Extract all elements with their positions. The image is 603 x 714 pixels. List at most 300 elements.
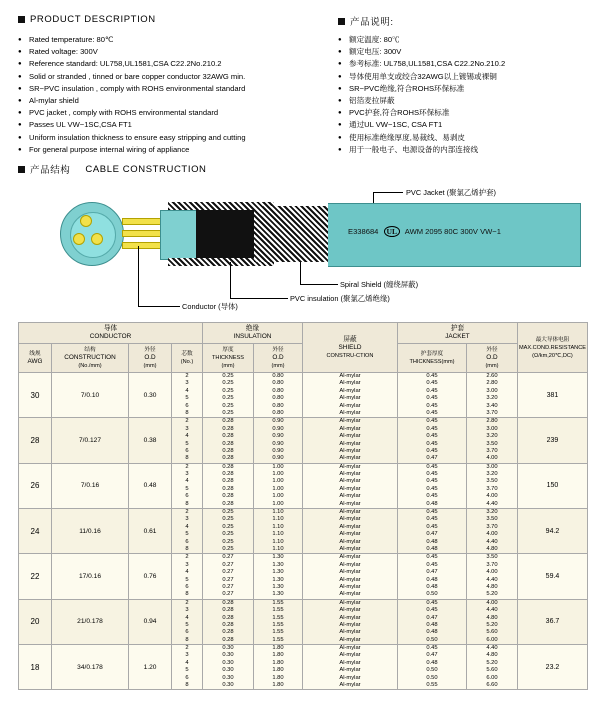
cell-shield-value: Al-mylar bbox=[339, 493, 361, 500]
col-construction bbox=[52, 344, 129, 373]
cell-insulation-od-value: 1.10 bbox=[272, 509, 284, 516]
cell-insulation-thickness-value: 0.25 bbox=[222, 509, 234, 516]
cell-insulation-od-value: 1.55 bbox=[272, 621, 284, 628]
cell-insulation-od-value: 1.55 bbox=[272, 599, 284, 606]
cell-insulation-thickness-value: 0.27 bbox=[222, 569, 234, 576]
cell-shield-value: Al-mylar bbox=[339, 440, 361, 447]
group-jacket-cn: 护套 bbox=[450, 325, 465, 332]
cell-resistance: 59.4 bbox=[517, 554, 587, 599]
cell-shield-value: Al-mylar bbox=[339, 433, 361, 440]
cell-insulation-od-value: 1.00 bbox=[272, 493, 284, 500]
cell-insulation-od-value: 1.10 bbox=[272, 523, 284, 530]
cell-jacket-thickness-value: 0.48 bbox=[426, 629, 438, 636]
col-cores-cn: 芯数 bbox=[181, 351, 193, 357]
cell-resistance: 94.2 bbox=[517, 509, 587, 554]
list-item: ● 参考标准: UL758,UL1581,CSA C22.2No.210.2 bbox=[338, 59, 588, 69]
jacket-print-text bbox=[348, 227, 501, 236]
cell-jacket-thickness-value: 0.45 bbox=[426, 485, 438, 492]
cell-shield-value: Al-mylar bbox=[339, 636, 361, 643]
cell-resistance: 150 bbox=[517, 463, 587, 508]
col-ins-thk-unit: (mm) bbox=[221, 363, 235, 369]
section-title-en: PRODUCT DESCRIPTION bbox=[30, 14, 156, 25]
list-item: ● For general purpose internal wiring of appliance bbox=[18, 145, 338, 155]
cell-cores-value: 6 bbox=[185, 447, 189, 454]
cell-insulation-thickness-value: 0.25 bbox=[222, 523, 234, 530]
cell-jacket-thickness-value: 0.45 bbox=[426, 425, 438, 432]
table-group-header-row bbox=[19, 323, 588, 344]
cell-insulation-thickness-value: 0.27 bbox=[222, 561, 234, 568]
label-pvc-insulation: PVC insulation (聚氯乙烯绝缘) bbox=[290, 294, 390, 303]
list-item: ● 额定电压: 300V bbox=[338, 47, 588, 57]
cell-jacket-od-value: 4.80 bbox=[486, 652, 498, 659]
cell-shield-value: Al-mylar bbox=[339, 516, 361, 523]
cell-awg: 24 bbox=[19, 509, 52, 554]
cell-jacket-thickness-value: 0.45 bbox=[426, 373, 438, 379]
cell-insulation-od-value: 1.00 bbox=[272, 463, 284, 470]
table-row bbox=[19, 418, 588, 463]
col-awg-en: AWG bbox=[27, 358, 43, 365]
cell-insulation-thickness-value: 0.28 bbox=[222, 440, 234, 447]
section-title-structure-en: CABLE CONSTRUCTION bbox=[85, 163, 207, 175]
cell-insulation-thickness-value: 0.28 bbox=[222, 425, 234, 432]
cell-insulation-thickness-value: 0.28 bbox=[222, 471, 234, 478]
conductor-wire-dot bbox=[73, 233, 85, 245]
print-spec: AWM 2095 80C 300V VW−1 bbox=[404, 227, 501, 236]
cell-jacket-od-value: 4.00 bbox=[486, 455, 498, 462]
cell-shield bbox=[303, 418, 398, 463]
cell-insulation-od bbox=[254, 509, 303, 554]
cell-jacket-thickness-value: 0.48 bbox=[426, 659, 438, 666]
cell-cores-value: 3 bbox=[185, 561, 189, 568]
description-cn-list-wrap bbox=[338, 35, 588, 157]
cell-jacket-thickness-value: 0.45 bbox=[426, 554, 438, 561]
col-ins-thk bbox=[203, 344, 254, 373]
col-ins-thk-cn: 厚度 bbox=[222, 347, 234, 353]
list-item: ● Rated voltage: 300V bbox=[18, 47, 338, 57]
cell-shield-value: Al-mylar bbox=[339, 659, 361, 666]
cell-jacket-thickness-value: 0.55 bbox=[426, 682, 438, 689]
cell-cores-value: 8 bbox=[185, 409, 189, 416]
cell-cores-value: 8 bbox=[185, 591, 189, 598]
cell-jacket-od-value: 4.40 bbox=[486, 607, 498, 614]
cell-jacket-thickness-value: 0.45 bbox=[426, 645, 438, 652]
cell-jacket-thickness-value: 0.48 bbox=[426, 576, 438, 583]
insulation-callout-stem bbox=[230, 262, 231, 298]
cell-jacket-od-value: 3.00 bbox=[486, 387, 498, 394]
cell-jacket-od-value: 4.40 bbox=[486, 538, 498, 545]
cell-insulation-od-value: 0.80 bbox=[272, 409, 284, 416]
conductor-wire-dot bbox=[91, 233, 103, 245]
cell-insulation-od-value: 0.90 bbox=[272, 433, 284, 440]
cell-insulation-thickness-value: 0.28 bbox=[222, 629, 234, 636]
cell-jacket-thickness bbox=[397, 645, 466, 690]
cell-insulation-od-value: 1.30 bbox=[272, 591, 284, 598]
cell-jacket-thickness bbox=[397, 509, 466, 554]
jacket-callout-line bbox=[373, 192, 403, 193]
insulation-callout-line bbox=[230, 298, 288, 299]
col-construction-en: CONSTRUCTION bbox=[64, 354, 116, 361]
description-cn-list bbox=[338, 35, 588, 155]
table-row bbox=[19, 463, 588, 508]
cell-cores-value: 3 bbox=[185, 516, 189, 523]
cell-insulation-thickness-value: 0.25 bbox=[222, 516, 234, 523]
cell-insulation-od-value: 1.55 bbox=[272, 614, 284, 621]
cell-construction: 7/0.10 bbox=[52, 373, 129, 418]
cell-construction: 34/0.178 bbox=[52, 645, 129, 690]
cell-cores-value: 5 bbox=[185, 440, 189, 447]
cell-cores-value: 8 bbox=[185, 500, 189, 507]
cell-jacket-thickness-value: 0.48 bbox=[426, 538, 438, 545]
cell-shield bbox=[303, 463, 398, 508]
cell-shield-value: Al-mylar bbox=[339, 373, 361, 379]
cell-jacket-thickness-value: 0.47 bbox=[426, 455, 438, 462]
cell-shield-value: Al-mylar bbox=[339, 667, 361, 674]
cell-cores-value: 3 bbox=[185, 652, 189, 659]
cell-jacket-thickness-value: 0.47 bbox=[426, 652, 438, 659]
list-item: ● 额定温度: 80℃ bbox=[338, 35, 588, 45]
cell-insulation-thickness bbox=[203, 554, 254, 599]
cell-jacket-od-value: 2.80 bbox=[486, 418, 498, 425]
cell-jacket-thickness-value: 0.48 bbox=[426, 583, 438, 590]
specification-table bbox=[18, 322, 588, 690]
description-en-list bbox=[18, 35, 338, 155]
col-ins-od bbox=[254, 344, 303, 373]
ul-logo-icon: UL bbox=[384, 226, 401, 237]
cell-construction: 17/0.16 bbox=[52, 554, 129, 599]
table-row bbox=[19, 373, 588, 418]
cell-insulation-thickness-value: 0.25 bbox=[222, 373, 234, 379]
cell-jacket-od-value: 3.20 bbox=[486, 509, 498, 516]
cell-insulation-thickness-value: 0.25 bbox=[222, 409, 234, 416]
resistance-cn: 最大导体电阻 bbox=[535, 336, 570, 343]
cell-jacket-od bbox=[466, 418, 517, 463]
label-pvc-jacket: PVC Jacket (聚氯乙烯护套) bbox=[406, 188, 496, 197]
cell-jacket-od-value: 2.60 bbox=[486, 373, 498, 379]
cell-jacket-thickness-value: 0.45 bbox=[426, 493, 438, 500]
cell-jacket-thickness-value: 0.45 bbox=[426, 440, 438, 447]
cell-awg: 20 bbox=[19, 599, 52, 644]
cell-jacket-thickness-value: 0.50 bbox=[426, 667, 438, 674]
cell-jacket-thickness-value: 0.45 bbox=[426, 433, 438, 440]
group-jacket-en: JACKET bbox=[445, 333, 470, 340]
cell-jacket-od-value: 4.00 bbox=[486, 569, 498, 576]
cell-jacket-thickness bbox=[397, 373, 466, 418]
cell-cores-value: 4 bbox=[185, 659, 189, 666]
group-shield-en: SHIELD bbox=[338, 343, 362, 351]
cell-insulation-thickness-value: 0.28 bbox=[222, 614, 234, 621]
cell-jacket-thickness bbox=[397, 599, 466, 644]
cell-insulation-thickness-value: 0.28 bbox=[222, 485, 234, 492]
cell-jacket-od-value: 3.70 bbox=[486, 447, 498, 454]
cell-insulation-od bbox=[254, 645, 303, 690]
shield-sub-en: CONSTRU-CTION bbox=[326, 352, 374, 359]
cell-jacket-od-value: 3.50 bbox=[486, 516, 498, 523]
cell-jacket-od bbox=[466, 645, 517, 690]
cell-cores-value: 6 bbox=[185, 674, 189, 681]
list-item: ● Al-mylar shield bbox=[18, 96, 338, 106]
cell-jacket-thickness-value: 0.50 bbox=[426, 591, 438, 598]
cell-insulation-od-value: 1.30 bbox=[272, 569, 284, 576]
cell-jacket-thickness-value: 0.45 bbox=[426, 409, 438, 416]
col-construction-unit: (No./mm) bbox=[78, 363, 102, 369]
cell-jacket-od-value: 6.00 bbox=[486, 674, 498, 681]
cell-shield-value: Al-mylar bbox=[339, 387, 361, 394]
cell-cores bbox=[172, 463, 203, 508]
cell-cores bbox=[172, 509, 203, 554]
cell-jacket-od bbox=[466, 509, 517, 554]
list-item: ● Passes UL VW−1SC,CSA FT1 bbox=[18, 120, 338, 130]
cell-shield-value: Al-mylar bbox=[339, 531, 361, 538]
cell-insulation-thickness-value: 0.25 bbox=[222, 395, 234, 402]
cell-insulation-thickness-value: 0.30 bbox=[222, 667, 234, 674]
group-conductor-cn: 导体 bbox=[103, 325, 118, 332]
cell-cores-value: 6 bbox=[185, 493, 189, 500]
cable-cross-section bbox=[60, 202, 124, 266]
cell-shield-value: Al-mylar bbox=[339, 509, 361, 516]
cell-jacket-thickness-value: 0.45 bbox=[426, 561, 438, 568]
cell-jacket-od-value: 4.80 bbox=[486, 583, 498, 590]
cell-construction: 11/0.16 bbox=[52, 509, 129, 554]
cell-shield bbox=[303, 509, 398, 554]
col-cond-od-cn: 外径 bbox=[144, 347, 156, 353]
list-item: ● Solid or stranded , tinned or bare copper conductor 32AWG min. bbox=[18, 72, 338, 82]
cell-insulation-od bbox=[254, 554, 303, 599]
cell-jacket-thickness-value: 0.47 bbox=[426, 614, 438, 621]
cell-cores-value: 8 bbox=[185, 455, 189, 462]
cell-insulation-thickness-value: 0.28 bbox=[222, 418, 234, 425]
description-headers-row bbox=[18, 14, 588, 28]
cell-insulation-thickness-value: 0.25 bbox=[222, 380, 234, 387]
label-spiral-shield: Spiral Shield (缠绕屏蔽) bbox=[340, 280, 419, 289]
cell-cores-value: 2 bbox=[185, 599, 189, 606]
cell-cores-value: 8 bbox=[185, 682, 189, 689]
group-shield bbox=[303, 323, 398, 373]
cell-insulation-thickness-value: 0.27 bbox=[222, 576, 234, 583]
cell-jacket-od-value: 3.70 bbox=[486, 523, 498, 530]
col-cond-od bbox=[129, 344, 172, 373]
cell-insulation-od-value: 0.90 bbox=[272, 447, 284, 454]
cell-cores-value: 8 bbox=[185, 636, 189, 643]
cell-conductor-od: 0.30 bbox=[129, 373, 172, 418]
cell-cores-value: 4 bbox=[185, 387, 189, 394]
cell-jacket-thickness-value: 0.50 bbox=[426, 636, 438, 643]
print-code: E338684 bbox=[348, 227, 379, 236]
cell-shield-value: Al-mylar bbox=[339, 471, 361, 478]
col-jkt-thk-cn: 护套厚度 bbox=[420, 351, 444, 357]
cell-shield-value: Al-mylar bbox=[339, 591, 361, 598]
list-item: ● SR−PVC insulation , comply with ROHS environmental standard bbox=[18, 84, 338, 94]
cell-insulation-thickness-value: 0.27 bbox=[222, 554, 234, 561]
cell-insulation-thickness-value: 0.30 bbox=[222, 682, 234, 689]
cell-cores-value: 4 bbox=[185, 478, 189, 485]
cell-insulation-od-value: 1.55 bbox=[272, 607, 284, 614]
cell-cores-value: 5 bbox=[185, 485, 189, 492]
cell-shield-value: Al-mylar bbox=[339, 447, 361, 454]
table-row bbox=[19, 554, 588, 599]
cell-insulation-od-value: 1.10 bbox=[272, 545, 284, 552]
cell-jacket-od-value: 3.50 bbox=[486, 554, 498, 561]
cell-cores-value: 5 bbox=[185, 395, 189, 402]
cell-jacket-thickness-value: 0.45 bbox=[426, 418, 438, 425]
cell-insulation-thickness-value: 0.28 bbox=[222, 607, 234, 614]
cell-cores-value: 4 bbox=[185, 523, 189, 530]
cell-jacket-od-value: 3.00 bbox=[486, 425, 498, 432]
resistance-en: MAX.COND.RESISTANCE bbox=[518, 344, 586, 351]
conductor-callout-stem bbox=[138, 246, 139, 306]
cell-cores bbox=[172, 645, 203, 690]
col-awg-cn: 线规 bbox=[29, 351, 41, 357]
cell-insulation-od-value: 1.55 bbox=[272, 629, 284, 636]
cell-conductor-od: 1.20 bbox=[129, 645, 172, 690]
cell-jacket-thickness-value: 0.45 bbox=[426, 471, 438, 478]
cell-shield-value: Al-mylar bbox=[339, 569, 361, 576]
cell-jacket-thickness-value: 0.45 bbox=[426, 447, 438, 454]
cell-insulation-thickness-value: 0.28 bbox=[222, 478, 234, 485]
cell-jacket-thickness-value: 0.45 bbox=[426, 380, 438, 387]
cell-insulation-od-value: 1.30 bbox=[272, 583, 284, 590]
table-row bbox=[19, 645, 588, 690]
cell-insulation-thickness bbox=[203, 645, 254, 690]
cell-insulation-od-value: 0.90 bbox=[272, 440, 284, 447]
bullet-square-icon bbox=[338, 18, 345, 25]
cell-cores bbox=[172, 599, 203, 644]
cell-insulation-thickness-value: 0.28 bbox=[222, 493, 234, 500]
cell-insulation-od-value: 1.00 bbox=[272, 478, 284, 485]
cell-cores bbox=[172, 554, 203, 599]
cell-jacket-od-value: 3.00 bbox=[486, 463, 498, 470]
cell-insulation-od-value: 1.80 bbox=[272, 667, 284, 674]
cell-jacket-thickness-value: 0.48 bbox=[426, 545, 438, 552]
cable-construction-diagram bbox=[18, 180, 588, 320]
cell-jacket-thickness bbox=[397, 418, 466, 463]
description-en-list-wrap bbox=[18, 35, 338, 157]
spiral-shield-layer bbox=[254, 206, 330, 262]
cell-cores-value: 5 bbox=[185, 621, 189, 628]
cell-cores-value: 2 bbox=[185, 645, 189, 652]
cell-insulation-thickness-value: 0.25 bbox=[222, 538, 234, 545]
cell-jacket-thickness-value: 0.48 bbox=[426, 500, 438, 507]
bullet-square-icon bbox=[18, 166, 25, 173]
cell-jacket-od-value: 6.00 bbox=[486, 636, 498, 643]
cell-awg: 26 bbox=[19, 463, 52, 508]
group-insulation bbox=[203, 323, 303, 344]
cell-jacket-thickness-value: 0.45 bbox=[426, 523, 438, 530]
cell-awg: 22 bbox=[19, 554, 52, 599]
cell-shield-value: Al-mylar bbox=[339, 500, 361, 507]
cell-jacket-thickness-value: 0.47 bbox=[426, 531, 438, 538]
cell-insulation-od-value: 1.80 bbox=[272, 659, 284, 666]
cell-cores-value: 5 bbox=[185, 531, 189, 538]
cell-jacket-od-value: 4.00 bbox=[486, 599, 498, 606]
cell-construction: 7/0.127 bbox=[52, 418, 129, 463]
cell-jacket-od-value: 6.60 bbox=[486, 682, 498, 689]
cell-jacket-od-value: 3.20 bbox=[486, 433, 498, 440]
cell-insulation-od-value: 1.55 bbox=[272, 636, 284, 643]
cell-resistance: 381 bbox=[517, 373, 587, 418]
cell-insulation-od-value: 0.90 bbox=[272, 418, 284, 425]
cell-cores-value: 6 bbox=[185, 583, 189, 590]
cell-insulation-od-value: 0.80 bbox=[272, 402, 284, 409]
cell-cores bbox=[172, 373, 203, 418]
cell-jacket-od-value: 4.40 bbox=[486, 645, 498, 652]
cell-insulation-od-value: 0.80 bbox=[272, 387, 284, 394]
cell-shield-value: Al-mylar bbox=[339, 455, 361, 462]
cell-shield-value: Al-mylar bbox=[339, 682, 361, 689]
cell-insulation-thickness bbox=[203, 599, 254, 644]
cell-shield-value: Al-mylar bbox=[339, 576, 361, 583]
list-item: ● 导体使用单支或绞合32AWG以上镀锡或裸铜 bbox=[338, 72, 588, 82]
cell-shield bbox=[303, 645, 398, 690]
cell-jacket-od-value: 4.40 bbox=[486, 500, 498, 507]
cell-shield-value: Al-mylar bbox=[339, 583, 361, 590]
col-jkt-od-unit: (mm) bbox=[485, 363, 499, 369]
cell-insulation-od-value: 1.30 bbox=[272, 561, 284, 568]
cell-resistance: 36.7 bbox=[517, 599, 587, 644]
cell-jacket-od-value: 4.40 bbox=[486, 576, 498, 583]
cell-cores-value: 4 bbox=[185, 433, 189, 440]
cell-insulation-od bbox=[254, 418, 303, 463]
group-conductor bbox=[19, 323, 203, 344]
col-awg bbox=[19, 344, 52, 373]
cell-jacket-od-value: 5.20 bbox=[486, 621, 498, 628]
cell-jacket-thickness-value: 0.45 bbox=[426, 395, 438, 402]
cell-jacket-od-value: 3.20 bbox=[486, 395, 498, 402]
cell-insulation-thickness bbox=[203, 509, 254, 554]
cell-resistance: 239 bbox=[517, 418, 587, 463]
cell-insulation-thickness bbox=[203, 463, 254, 508]
cell-jacket-od-value: 4.80 bbox=[486, 614, 498, 621]
list-item: ● 用于一般电子、电源设备的内部连接线 bbox=[338, 145, 588, 155]
cell-cores-value: 2 bbox=[185, 554, 189, 561]
cell-awg: 18 bbox=[19, 645, 52, 690]
cell-insulation-od-value: 1.80 bbox=[272, 645, 284, 652]
table-body bbox=[19, 373, 588, 690]
col-cores bbox=[172, 344, 203, 373]
col-jkt-thk bbox=[397, 344, 466, 373]
cell-insulation-od-value: 1.10 bbox=[272, 531, 284, 538]
list-item: ● 铝箔麦拉屏蔽 bbox=[338, 96, 588, 106]
cell-jacket-thickness-value: 0.48 bbox=[426, 621, 438, 628]
col-construction-cn: 结构 bbox=[84, 347, 96, 353]
cell-construction: 21/0.178 bbox=[52, 599, 129, 644]
cell-cores-value: 4 bbox=[185, 614, 189, 621]
col-cores-unit: (No.) bbox=[180, 359, 194, 365]
cell-conductor-od: 0.61 bbox=[129, 509, 172, 554]
col-jkt-od-en: O.D bbox=[486, 354, 498, 361]
cell-resistance: 23.2 bbox=[517, 645, 587, 690]
cell-insulation-thickness-value: 0.28 bbox=[222, 463, 234, 470]
cell-shield-value: Al-mylar bbox=[339, 395, 361, 402]
cell-shield-value: Al-mylar bbox=[339, 607, 361, 614]
cell-jacket-od bbox=[466, 373, 517, 418]
cell-jacket-od-value: 5.60 bbox=[486, 629, 498, 636]
cell-jacket-thickness-value: 0.47 bbox=[426, 569, 438, 576]
cell-insulation-od-value: 0.80 bbox=[272, 373, 284, 379]
cell-jacket-od bbox=[466, 554, 517, 599]
cell-conductor-od: 0.76 bbox=[129, 554, 172, 599]
cell-cores-value: 6 bbox=[185, 538, 189, 545]
cell-cores-value: 6 bbox=[185, 402, 189, 409]
cell-cores-value: 3 bbox=[185, 471, 189, 478]
cell-shield-value: Al-mylar bbox=[339, 418, 361, 425]
cell-insulation-od-value: 1.00 bbox=[272, 471, 284, 478]
cell-jacket-od bbox=[466, 599, 517, 644]
list-item: ● 使用标准绝缘厚度,易裁线、易剥皮 bbox=[338, 133, 588, 143]
cell-insulation-thickness-value: 0.27 bbox=[222, 583, 234, 590]
cell-insulation-od-value: 0.80 bbox=[272, 395, 284, 402]
cell-jacket-od-value: 4.00 bbox=[486, 493, 498, 500]
cell-jacket-thickness-value: 0.45 bbox=[426, 516, 438, 523]
